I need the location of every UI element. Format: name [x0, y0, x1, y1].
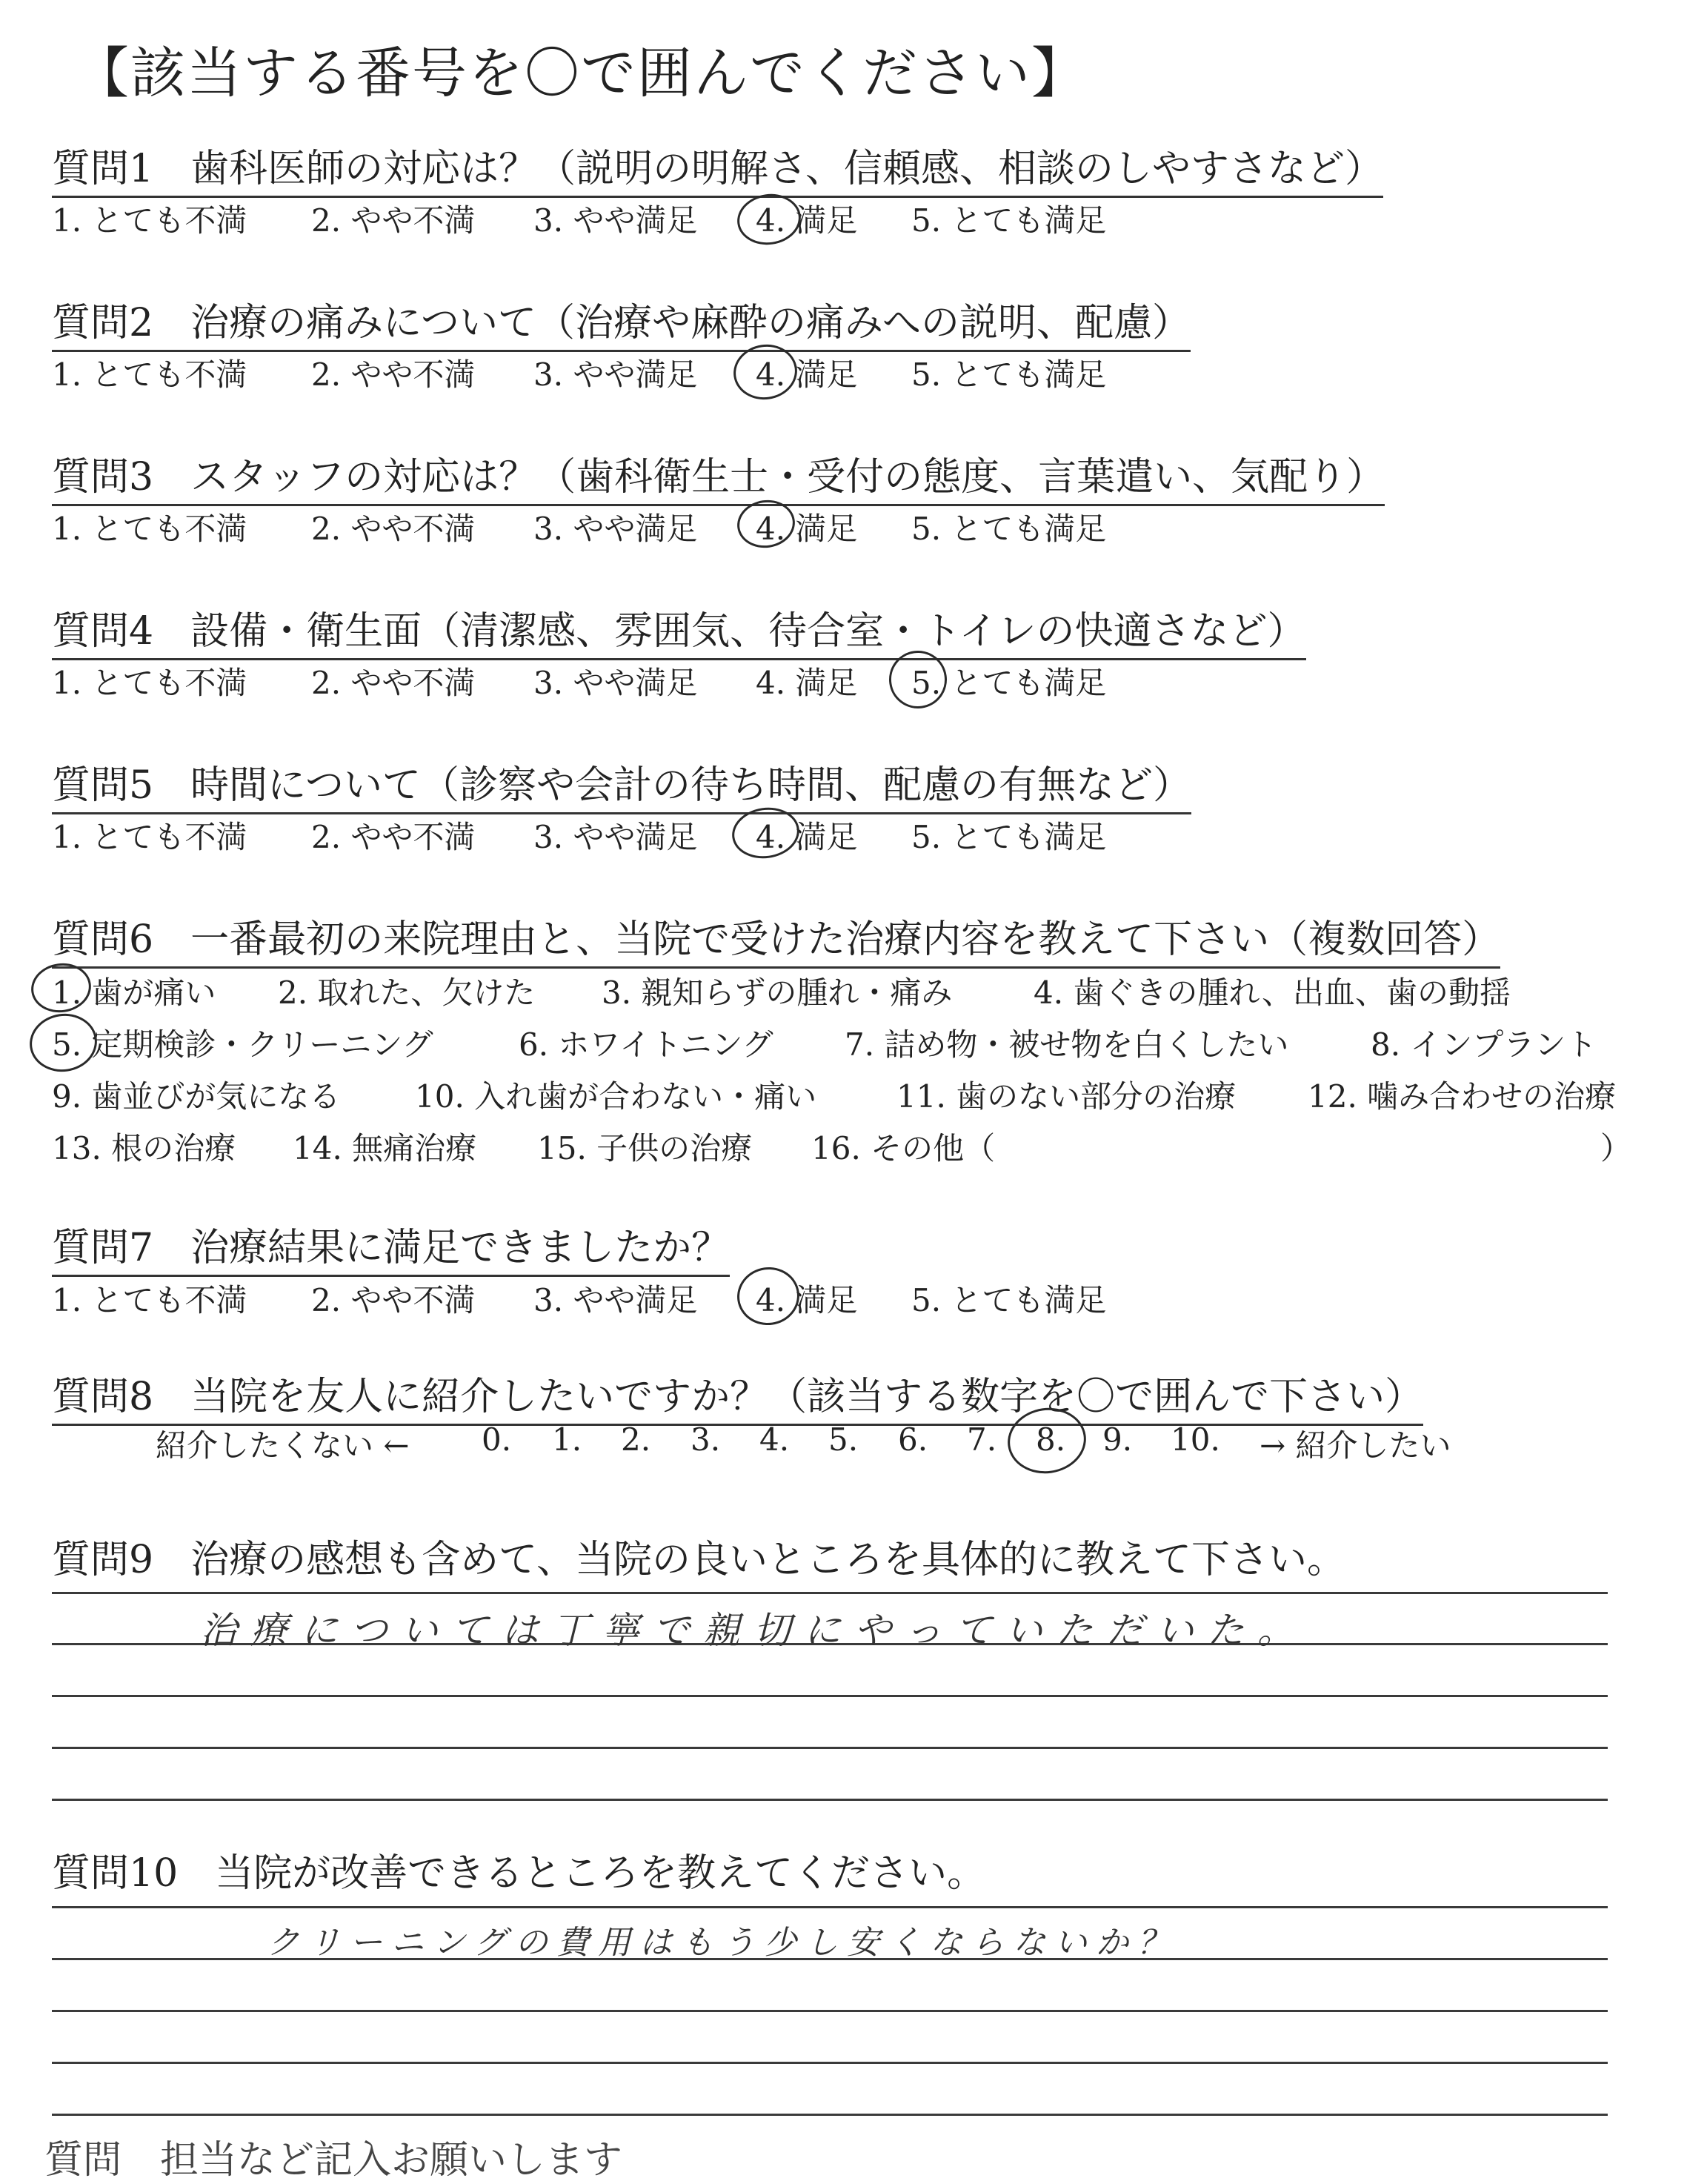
question-9-heading — [52, 1528, 1345, 1587]
page-title: 【該当する番号を〇で囲んでください】 — [74, 42, 1088, 105]
answer-line — [52, 1592, 1608, 1594]
q6-option-16[interactable]: 16. その他（ — [811, 1130, 996, 1166]
option-1[interactable]: 1. とても不満 — [52, 1282, 247, 1318]
question-4-heading — [52, 600, 1306, 660]
option-5[interactable]: 5. とても満足 — [911, 665, 1107, 701]
recommend-value-10[interactable]: 10. — [1171, 1421, 1220, 1458]
question-3-text: スタッフの対応は？（歯科衛生士・受付の態度、言葉遣い、気配り） — [190, 455, 1385, 499]
option-1[interactable]: 1. とても不満 — [52, 665, 247, 701]
question-3-number: 質問3 — [52, 455, 154, 499]
question-10-text: 当院が改善できるところを教えてください。 — [215, 1851, 986, 1896]
option-5[interactable]: 5. とても満足 — [911, 356, 1107, 393]
answer-line — [52, 1747, 1608, 1749]
recommend-value-9[interactable]: 9. — [1102, 1421, 1133, 1458]
footer-text: 質問 担当など記入お願いします — [44, 2138, 623, 2183]
recommend-right-label: → 紹介したい — [1260, 1427, 1451, 1464]
q6-option-9[interactable]: 9. 歯並びが気になる — [52, 1078, 341, 1115]
recommend-value-8[interactable]: 8. — [1036, 1421, 1066, 1458]
q6-option-11[interactable]: 11. 歯のない部分の治療 — [896, 1078, 1237, 1115]
option-3[interactable]: 3. やや満足 — [533, 511, 698, 547]
recommend-value-2[interactable]: 2. — [621, 1421, 651, 1458]
question-8-heading — [52, 1365, 1423, 1426]
question-2-number: 質問2 — [52, 301, 154, 345]
q6-option-4[interactable]: 4. 歯ぐきの腫れ、出血、歯の動揺 — [1034, 975, 1511, 1011]
option-2[interactable]: 2. やや不満 — [311, 511, 476, 547]
option-4[interactable]: 4. 満足 — [756, 511, 858, 547]
recommend-value-7[interactable]: 7. — [967, 1421, 997, 1458]
question-5-heading — [52, 754, 1191, 814]
question-3-heading — [52, 445, 1385, 506]
option-4[interactable]: 4. 満足 — [756, 819, 858, 855]
question-7-text: 治療結果に満足できましたか？ — [190, 1226, 731, 1270]
option-3[interactable]: 3. やや満足 — [533, 202, 698, 239]
question-10-number: 質問10 — [52, 1851, 179, 1896]
answer-line — [52, 1906, 1608, 1908]
question-6-number: 質問6 — [52, 917, 154, 962]
option-2[interactable]: 2. やや不満 — [311, 356, 476, 393]
question-2-text: 治療の痛みについて（治療や麻酔の痛みへの説明、配慮） — [190, 301, 1191, 345]
answer-line — [52, 2010, 1608, 2012]
question-4-number: 質問4 — [52, 609, 154, 654]
option-1[interactable]: 1. とても不満 — [52, 819, 247, 855]
question-1-number: 質問1 — [52, 147, 154, 191]
question-6-heading — [52, 908, 1500, 969]
option-1[interactable]: 1. とても不満 — [52, 202, 247, 239]
question-6-text: 一番最初の来院理由と、当院で受けた治療内容を教えて下さい（複数回答） — [190, 917, 1501, 962]
answer-line — [52, 1695, 1608, 1697]
recommend-value-4[interactable]: 4. — [759, 1421, 790, 1458]
q6-option-3[interactable]: 3. 親知らずの腫れ・痛み — [602, 975, 953, 1011]
option-3[interactable]: 3. やや満足 — [533, 819, 698, 855]
question-10-heading — [52, 1842, 985, 1900]
option-4[interactable]: 4. 満足 — [756, 1282, 858, 1318]
question-9-number: 質問9 — [52, 1538, 154, 1582]
option-1[interactable]: 1. とても不満 — [52, 356, 247, 393]
recommend-value-3[interactable]: 3. — [691, 1421, 721, 1458]
question-7-heading — [52, 1216, 730, 1277]
option-5[interactable]: 5. とても満足 — [911, 511, 1107, 547]
question-5-text: 時間について（診察や会計の待ち時間、配慮の有無など） — [190, 763, 1192, 808]
recommend-value-5[interactable]: 5. — [828, 1421, 859, 1458]
option-5[interactable]: 5. とても満足 — [911, 202, 1107, 239]
question-1-heading — [52, 137, 1383, 198]
answer-line — [52, 2114, 1608, 2116]
q10-handwritten-answer[interactable]: クリーニングの費用はもう少し安くならないか？ — [267, 1924, 1179, 1962]
answer-line — [52, 2062, 1608, 2064]
question-9-text: 治療の感想も含めて、当院の良いところを具体的に教えて下さい。 — [190, 1538, 1346, 1582]
q6-option-15[interactable]: 15. 子供の治療 — [537, 1130, 753, 1166]
question-2-heading — [52, 291, 1191, 352]
recommend-left-label: 紹介したくない ← — [156, 1427, 410, 1464]
option-2[interactable]: 2. やや不満 — [311, 665, 476, 701]
option-4[interactable]: 4. 満足 — [756, 356, 858, 393]
question-8-text: 当院を友人に紹介したいですか？（該当する数字を〇で囲んで下さい） — [190, 1375, 1424, 1419]
answer-circle-q6-5 — [26, 1009, 101, 1076]
recommend-value-1[interactable]: 1. — [552, 1421, 582, 1458]
q6-option-10[interactable]: 10. 入れ歯が合わない・痛い — [415, 1078, 817, 1115]
option-3[interactable]: 3. やや満足 — [533, 356, 698, 393]
option-4[interactable]: 4. 満足 — [756, 202, 858, 239]
option-2[interactable]: 2. やや不満 — [311, 202, 476, 239]
question-1-text: 歯科医師の対応は？（説明の明解さ、信頼感、相談のしやすさなど） — [190, 147, 1384, 191]
q6-option-2[interactable]: 2. 取れた、欠けた — [278, 975, 536, 1011]
question-7-number: 質問7 — [52, 1226, 154, 1270]
q9-handwritten-answer[interactable]: 治療については丁寧で親切にやっていただいた。 — [200, 1609, 1308, 1652]
option-3[interactable]: 3. やや満足 — [533, 1282, 698, 1318]
question-5-number: 質問5 — [52, 763, 154, 808]
q6-other-close: ） — [1600, 1130, 1632, 1166]
recommend-value-0[interactable]: 0. — [482, 1421, 512, 1458]
option-4[interactable]: 4. 満足 — [756, 665, 858, 701]
option-5[interactable]: 5. とても満足 — [911, 819, 1107, 855]
option-2[interactable]: 2. やや不満 — [311, 1282, 476, 1318]
option-3[interactable]: 3. やや満足 — [533, 665, 698, 701]
option-2[interactable]: 2. やや不満 — [311, 819, 476, 855]
q6-option-8[interactable]: 8. インプラント — [1371, 1026, 1597, 1063]
q6-option-14[interactable]: 14. 無痛治療 — [293, 1130, 477, 1166]
recommend-value-6[interactable]: 6. — [898, 1421, 928, 1458]
option-1[interactable]: 1. とても不満 — [52, 511, 247, 547]
q6-option-12[interactable]: 12. 噛み合わせの治療 — [1308, 1078, 1617, 1115]
answer-line — [52, 1799, 1608, 1801]
option-5[interactable]: 5. とても満足 — [911, 1282, 1107, 1318]
question-8-number: 質問8 — [52, 1375, 154, 1419]
q6-option-5[interactable]: 5. 定期検診・クリーニング — [52, 1026, 433, 1063]
q6-option-6[interactable]: 6. ホワイトニング — [519, 1026, 773, 1063]
q6-option-1[interactable]: 1. 歯が痛い — [52, 975, 216, 1011]
q6-option-7[interactable]: 7. 詰め物・被せ物を白くしたい — [845, 1026, 1289, 1063]
q6-option-13[interactable]: 13. 根の治療 — [52, 1130, 236, 1166]
question-4-text: 設備・衛生面（清潔感、雰囲気、待合室・トイレの快適さなど） — [190, 609, 1306, 654]
